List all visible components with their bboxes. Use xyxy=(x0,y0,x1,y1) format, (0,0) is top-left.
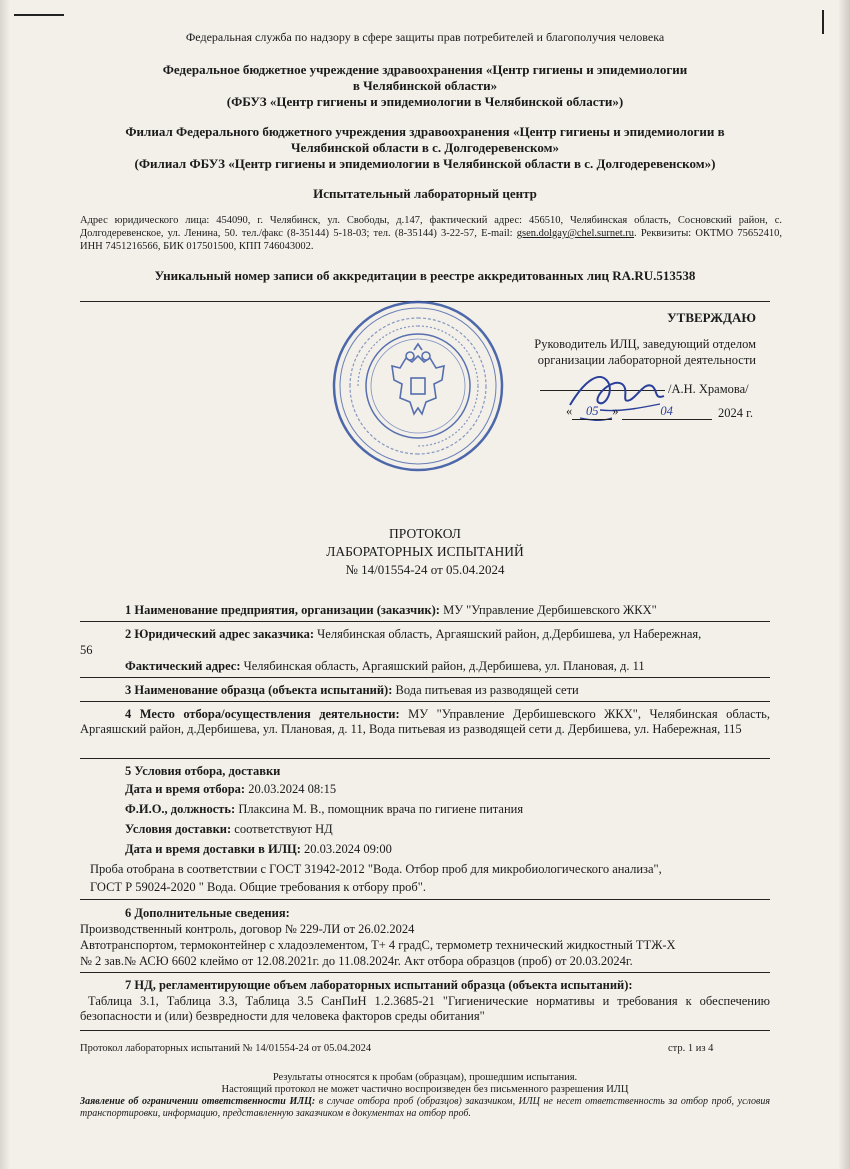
page-edge-right xyxy=(838,0,850,1169)
delivery-date-value: 20.03.2024 09:00 xyxy=(304,842,392,856)
fact-address-label: Фактический адрес: xyxy=(125,659,241,673)
liability-disclaimer xyxy=(80,1096,770,1120)
sampling-date-value: 20.03.2024 08:15 xyxy=(248,782,337,796)
additional-info-2: Автотранспортом, термоконтейнер с хладоэлементом, Т+ 4 градС, термометр технический жидкостный ТТЖ-Х xyxy=(80,938,676,952)
lab-center-title: Испытательный лабораторный центр xyxy=(313,186,537,201)
sampling-standard-1: Проба отобрана в соответствии с ГОСТ 31942-2012 "Вода. Отбор проб для микробиологического анализа", xyxy=(90,862,662,876)
divider xyxy=(80,1030,770,1031)
protocol-title xyxy=(40,526,810,559)
section-4-value: МУ "Управление Дербишевского ЖКХ", Челябинская область, Аргаяшский район, д.Дербишева, ул. Плановая, д. 11, Вода питьевая из разводящей сети д. Дербишева, ул. Набережная, 115 xyxy=(80,707,770,736)
section-3-label: 3 Наименование образца (объекта испытаний): xyxy=(125,683,393,697)
section-2-value: Челябинская область, Аргаяшский район, д.Дербишева, ул Набережная, xyxy=(317,627,702,641)
delivery-conditions xyxy=(125,822,333,837)
agency-line: Федеральная служба по надзору в сфере защиты прав потребителей и благополучия человека xyxy=(185,30,665,44)
protocol-title-1: ПРОТОКОЛ xyxy=(389,526,461,541)
section-3-value: Вода питьевая из разводящей сети xyxy=(395,683,579,697)
section-1-value: МУ "Управление Дербишевского ЖКХ" xyxy=(443,603,657,617)
sampler-info xyxy=(125,802,523,817)
approver-position-2: организации лабораторной деятельности xyxy=(537,353,756,367)
approval-year: 2024 г. xyxy=(718,406,753,420)
section-2-label: 2 Юридический адрес заказчика: xyxy=(125,627,315,641)
fact-address-value: Челябинская область, Аргаяшский район, д.Дербишева, ул. Плановая, д. 11 xyxy=(243,659,645,673)
divider xyxy=(80,758,770,759)
section-4 xyxy=(80,707,770,737)
section-7-title: 7 НД, регламентирующие объем лабораторных испытаний образца (объекта испытаний): xyxy=(125,978,633,992)
sampling-date-label: Дата и время отбора: xyxy=(125,782,246,796)
divider xyxy=(80,701,770,702)
institution-line-3: (ФБУЗ «Центр гигиены и эпидемиологии в Челябинской области») xyxy=(226,94,624,109)
additional-info-1: Производственный контроль, договор № 229-ЛИ от 26.02.2024 xyxy=(80,922,415,936)
divider xyxy=(80,899,770,900)
address-block xyxy=(80,214,782,253)
approval-day: 05 xyxy=(572,404,612,420)
delivery-date xyxy=(125,842,392,857)
sampler-label: Ф.И.О., должность: xyxy=(125,802,236,816)
section-1 xyxy=(125,603,657,618)
institution-line-1: Федеральное бюджетное учреждение здравоохранения «Центр гигиены и эпидемиологии xyxy=(162,62,688,77)
protocol-title-2: ЛАБОРАТОРНЫХ ИСПЫТАНИЙ xyxy=(326,544,524,559)
scan-mark xyxy=(822,10,824,34)
delivery-conditions-value: соответствуют НД xyxy=(234,822,333,836)
section-5-title: 5 Условия отбора, доставки xyxy=(125,764,281,778)
page-number: стр. 1 из 4 xyxy=(668,1043,714,1054)
sampling-standard-2: ГОСТ Р 59024-2020 " Вода. Общие требования к отбору проб". xyxy=(90,880,426,894)
section-2-value-cont: 56 xyxy=(80,643,93,657)
disclaimer-text: в случае отбора проб (образцов) заказчиком, ИЛЦ не несет ответственность за отбор проб, условия транспортировки, информацию, представленную заказчиком в документах на отбор проб. xyxy=(80,1096,770,1119)
footer-protocol-ref: Протокол лабораторных испытаний № 14/01554-24 от 05.04.2024 xyxy=(80,1043,372,1054)
sampling-date xyxy=(125,782,336,797)
approval-month: 04 xyxy=(622,404,712,420)
section-2-fact xyxy=(125,659,645,674)
disclaimer-label: Заявление об ограничении ответственности ИЛЦ: xyxy=(80,1096,316,1107)
divider xyxy=(80,972,770,973)
sampler-value: Плаксина М. В., помощник врача по гигиене питания xyxy=(238,802,524,816)
branch-line-1: Филиал Федерального бюджетного учреждения здравоохранения «Центр гигиены и эпидемиологии в xyxy=(125,124,725,139)
section-1-label: 1 Наименование предприятия, организации (заказчик): xyxy=(125,603,440,617)
scan-mark xyxy=(14,14,64,16)
footer-note-1: Результаты относятся к пробам (образцам), прошедшим испытания. xyxy=(272,1072,578,1083)
quote-open: « xyxy=(566,404,573,418)
approver-name: /А.Н. Храмова/ xyxy=(668,382,749,396)
section-6-label xyxy=(125,906,290,921)
section-4-label: 4 Место отбора/осуществления деятельности: xyxy=(125,707,400,721)
section-2 xyxy=(125,627,770,642)
additional-info-3: № 2 зав.№ АСЮ 6602 клеймо от 12.08.2021г. до 11.08.2024г. Акт отбора образцов (проб) от 20.03.2024г. xyxy=(80,954,633,968)
approver-position-1: Руководитель ИЛЦ, заведующий отделом xyxy=(534,337,756,351)
section-3 xyxy=(125,683,579,698)
approval-title: УТВЕРЖДАЮ xyxy=(667,310,756,325)
section-7-label xyxy=(125,978,633,993)
section-5-label xyxy=(125,764,280,779)
footer-note-2: Настоящий протокол не может частично воспроизведен без письменного разрешения ИЛЦ xyxy=(221,1084,629,1095)
delivery-date-label: Дата и время доставки в ИЛЦ: xyxy=(125,842,301,856)
branch-line-2: Челябинской области в с. Долгодеревенском» xyxy=(291,140,559,155)
section-6-title: 6 Дополнительные сведения: xyxy=(125,906,290,920)
branch-line-3: (Филиал ФБУЗ «Центр гигиены и эпидемиологии в Челябинской области в с. Долгодеревенском») xyxy=(134,156,716,171)
delivery-conditions-label: Условия доставки: xyxy=(125,822,232,836)
page-edge-left xyxy=(0,0,10,1169)
divider xyxy=(80,677,770,678)
divider xyxy=(80,621,770,622)
institution-line-2: в Челябинской области» xyxy=(352,78,498,93)
address-tail: . Реквизиты: ОКТМО 75652410, ИНН 7451216566, БИК 017501500, КПП 746043002. xyxy=(80,228,782,252)
approval-date xyxy=(566,404,712,420)
quote-close: » xyxy=(612,404,619,418)
address-text: Адрес юридического лица: 454090, г. Челябинск, ул. Свободы, д.147, фактический адрес: 456510, Челябинская область, Сосновский район, с. Долгодеревенское, ул. Ленина, 50. тел./факс (8-35144) 5-18-03; тел. (8-35144) 3-22-57, E-mail: xyxy=(80,215,782,239)
section-7-value: Таблица 3.1, Таблица 3.3, Таблица 3.5 СанПиН 1.2.3685-21 "Гигиенические нормативы и требования к обеспечению безопасности и (или) безвредности для человека факторов среды обитания" xyxy=(80,994,770,1023)
protocol-number: № 14/01554-24 от 05.04.2024 xyxy=(345,562,505,577)
accreditation-number: Уникальный номер записи об аккредитации в реестре аккредитованных лиц RA.RU.513538 xyxy=(154,268,696,283)
email-link[interactable]: gsen.dolgay@chel.surnet.ru xyxy=(516,228,635,239)
